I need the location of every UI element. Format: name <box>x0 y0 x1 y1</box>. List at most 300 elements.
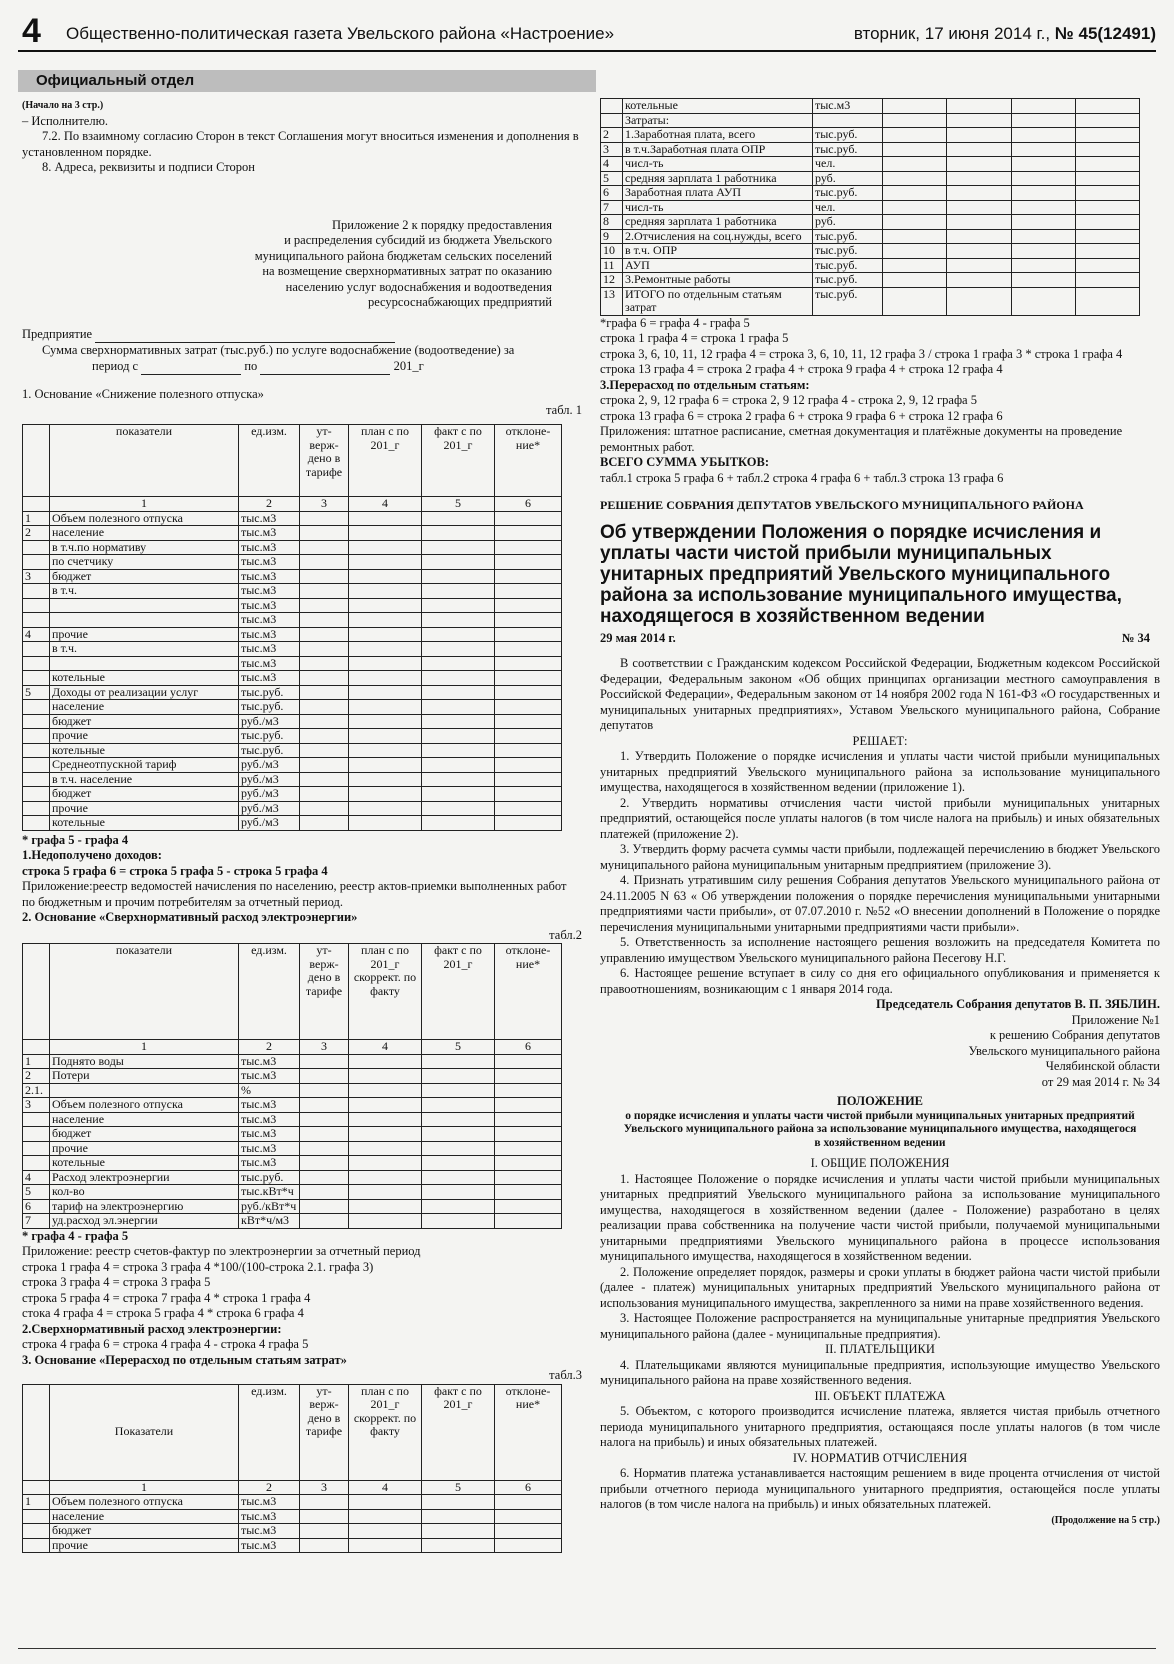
row-unit: руб./м3 <box>239 816 300 831</box>
row-unit: тыс.руб. <box>239 743 300 758</box>
value-cell <box>883 287 947 315</box>
value-cell <box>422 1156 495 1171</box>
value-cell <box>349 1156 422 1171</box>
value-cell <box>495 627 562 642</box>
row-number: 1 <box>23 511 50 526</box>
value-cell <box>422 787 495 802</box>
value-cell <box>495 598 562 613</box>
t3-notes <box>600 316 1160 487</box>
table-row <box>23 1054 562 1069</box>
value-cell <box>422 540 495 555</box>
col-header: ут-верж-дено в тарифе <box>300 1384 349 1480</box>
value-cell <box>300 758 349 773</box>
continued-on: (Продолжение на 5 стр.) <box>1051 1514 1160 1526</box>
row-label <box>50 613 239 628</box>
col-number: 3 <box>300 1040 349 1055</box>
row-number: 8 <box>601 215 623 230</box>
table-header-row <box>23 1384 562 1480</box>
value-cell <box>300 656 349 671</box>
row-unit: кВт*ч/м3 <box>239 1214 300 1229</box>
row-label: Объем полезного отпуска <box>50 511 239 526</box>
value-cell <box>349 584 422 599</box>
value-cell <box>349 1083 422 1098</box>
value-cell <box>422 1170 495 1185</box>
decision-item: 2. Утвердить нормативы отчисления части чистой прибыли муниципальных унитарных предприятий, остающейся после уплаты налогов (в том числе налога на прибыль) и иных обязательных платежей (приложение 2). <box>600 795 1160 841</box>
value-cell <box>300 772 349 787</box>
row-label: АУП <box>623 258 813 273</box>
row-unit: тыс.м3 <box>239 511 300 526</box>
value-cell <box>1011 229 1075 244</box>
value-cell <box>947 113 1011 128</box>
value-cell <box>422 714 495 729</box>
value-cell <box>300 598 349 613</box>
value-cell <box>349 1141 422 1156</box>
value-cell <box>349 772 422 787</box>
row-label: кол-во <box>50 1185 239 1200</box>
table-row <box>23 1098 562 1113</box>
section-heading: III. ОБЪЕКТ ПЛАТЕЖА <box>814 1388 946 1403</box>
row-unit: тыс.м3 <box>239 1054 300 1069</box>
col-number: 3 <box>300 497 349 512</box>
row-label: 1.Заработная плата, всего <box>623 128 813 143</box>
value-cell <box>300 1509 349 1524</box>
value-cell <box>349 801 422 816</box>
row-number: 12 <box>601 273 623 288</box>
row-label: население <box>50 700 239 715</box>
sum-line: Сумма сверхнормативных затрат (тыс.руб.) по услуге водоснабжение (водоотведение) за <box>42 343 515 357</box>
value-cell <box>300 642 349 657</box>
table-row <box>601 215 1140 230</box>
col-number: 5 <box>422 1480 495 1495</box>
table-row <box>23 801 562 816</box>
table-row <box>23 671 562 686</box>
issue-date: вторник, 17 июня 2014 г., <box>853 24 1051 43</box>
period-label: период с <box>92 358 139 373</box>
value-cell <box>349 729 422 744</box>
table-body <box>23 511 562 830</box>
po-label: по <box>244 358 258 373</box>
table-row <box>23 1185 562 1200</box>
note-line: строка 5 графа 6 = строка 5 графа 5 - строка 5 графа 4 <box>22 863 328 878</box>
row-label <box>50 1083 239 1098</box>
value-cell <box>883 215 947 230</box>
value-cell <box>1011 244 1075 259</box>
row-number: 7 <box>601 200 623 215</box>
col-header: ут-верж-дено в тарифе <box>300 425 349 497</box>
col-header: ед.изм. <box>239 425 300 497</box>
row-unit: тыс.м3 <box>239 642 300 657</box>
col-number: 2 <box>239 497 300 512</box>
row-label: Потери <box>50 1069 239 1084</box>
value-cell <box>422 700 495 715</box>
table-row <box>23 816 562 831</box>
col-number: 5 <box>422 497 495 512</box>
row-unit: тыс.м3 <box>239 627 300 642</box>
row-unit: тыс.м3 <box>239 1538 300 1553</box>
t1-notes <box>22 833 582 926</box>
value-cell <box>495 772 562 787</box>
value-cell <box>300 1214 349 1229</box>
value-cell <box>300 743 349 758</box>
section-banner: Официальный отдел <box>18 70 596 92</box>
value-cell <box>349 714 422 729</box>
col-number: 6 <box>495 1480 562 1495</box>
value-cell <box>349 1495 422 1510</box>
fill-line <box>141 359 241 376</box>
table-row <box>23 787 562 802</box>
row-number <box>23 540 50 555</box>
col-number: 6 <box>495 1040 562 1055</box>
value-cell <box>422 1185 495 1200</box>
note-line: табл.1 строка 5 графа 6 + табл.2 строка 4 графа 6 + табл.3 строка 13 графа 6 <box>600 470 1004 485</box>
row-unit: тыс.кВт*ч <box>239 1185 300 1200</box>
note-line: ВСЕГО СУММА УБЫТКОВ: <box>600 455 770 469</box>
value-cell <box>422 1127 495 1142</box>
col-header: ут-верж-дено в тарифе <box>300 944 349 1040</box>
row-unit: тыс.руб. <box>813 229 883 244</box>
note-line: Приложение: реестр счетов-фактур по электроэнергии за отчетный период <box>22 1244 421 1258</box>
row-unit: тыс.м3 <box>239 1156 300 1171</box>
row-label: Затраты: <box>623 113 813 128</box>
value-cell <box>495 1141 562 1156</box>
row-label: средняя зарплата 1 работника <box>623 171 813 186</box>
value-cell <box>1011 258 1075 273</box>
value-cell <box>883 99 947 114</box>
row-unit: тыс.м3 <box>239 671 300 686</box>
decision-number: № 34 <box>1121 630 1150 645</box>
row-unit: чел. <box>813 157 883 172</box>
value-cell <box>495 1098 562 1113</box>
note-line: 2.Сверхнормативный расход электроэнергии: <box>22 1321 282 1336</box>
value-cell <box>947 287 1011 315</box>
value-cell <box>349 627 422 642</box>
value-cell <box>1075 200 1139 215</box>
row-number: 5 <box>23 1185 50 1200</box>
col-number: 1 <box>50 1040 239 1055</box>
row-label: прочие <box>50 729 239 744</box>
table-body <box>601 99 1140 316</box>
value-cell <box>1075 244 1139 259</box>
value-cell <box>349 642 422 657</box>
row-number: 6 <box>23 1199 50 1214</box>
value-cell <box>300 1127 349 1142</box>
value-cell <box>349 1069 422 1084</box>
table-row <box>601 186 1140 201</box>
signature: Председатель Собрания депутатов В. П. ЗЯБЛИН. <box>875 997 1160 1011</box>
value-cell <box>422 598 495 613</box>
note-line: строка 13 графа 4 = строка 2 графа 4 + строка 9 графа 4 + строка 12 графа 4 <box>600 362 1003 376</box>
value-cell <box>1075 186 1139 201</box>
row-label: котельные <box>50 816 239 831</box>
value-cell <box>422 627 495 642</box>
row-number <box>23 743 50 758</box>
row-unit: тыс.м3 <box>239 1524 300 1539</box>
note-line: *графа 6 = графа 4 - графа 5 <box>600 315 750 330</box>
row-number: 1 <box>23 1495 50 1510</box>
value-cell <box>495 816 562 831</box>
regulation-paragraph: 5. Объектом, с которого производится исчисление платежа, является чистая прибыль отчетного периода муниципального унитарного предприятия, остающаяся после уплаты налогов (в том числе налога на прибыль) и иных обязательных платежей. <box>600 1404 1160 1449</box>
value-cell <box>495 1509 562 1524</box>
row-number: 3 <box>601 142 623 157</box>
value-cell <box>495 1199 562 1214</box>
value-cell <box>1075 113 1139 128</box>
row-label: в т.ч.по нормативу <box>50 540 239 555</box>
page-footer-rule <box>18 1648 1156 1649</box>
appendix-line: и распределения субсидий из бюджета Увельского <box>284 233 552 247</box>
value-cell <box>495 801 562 816</box>
row-label: в т.ч. <box>50 642 239 657</box>
table-row <box>23 772 562 787</box>
note-line: стока 4 графа 4 = строка 5 графа 4 * строка 6 графа 4 <box>22 1306 304 1320</box>
row-label: средняя зарплата 1 работника <box>623 215 813 230</box>
note-line: строка 1 графа 4 = строка 3 графа 4 *100/(100-строка 2.1. графа 3) <box>22 1259 374 1274</box>
col-number: 4 <box>349 1480 422 1495</box>
table-2 <box>22 943 562 1229</box>
col-number: 4 <box>349 497 422 512</box>
value-cell <box>1011 171 1075 186</box>
row-label: 3.Ремонтные работы <box>623 273 813 288</box>
value-cell <box>349 816 422 831</box>
value-cell <box>349 685 422 700</box>
newspaper-title: Общественно-политическая газета Увельского района «Настроение» <box>66 24 615 43</box>
table-row <box>601 229 1140 244</box>
row-label: в т.ч. население <box>50 772 239 787</box>
row-number <box>23 1127 50 1142</box>
row-unit: руб. <box>813 215 883 230</box>
row-unit: тыс.м3 <box>239 613 300 628</box>
value-cell <box>947 215 1011 230</box>
note-line: * графа 4 - графа 5 <box>22 1228 129 1243</box>
row-unit: тыс.руб. <box>813 273 883 288</box>
period-line <box>92 359 582 376</box>
row-unit: тыс.руб. <box>813 128 883 143</box>
regulation-paragraph: 4. Плательщиками являются муниципальные предприятия, использующие имущество Увельского муниципального района на праве хозяйственного ведения. <box>600 1357 1160 1387</box>
page-header <box>18 12 1156 52</box>
col-number: 1 <box>50 497 239 512</box>
value-cell <box>1075 287 1139 315</box>
table-row <box>23 584 562 599</box>
appendix-line: Увельского муниципального района <box>968 1043 1160 1058</box>
appendix-line: Челябинской области <box>1045 1059 1160 1073</box>
right-column <box>600 98 1160 1528</box>
row-number <box>23 584 50 599</box>
value-cell <box>422 685 495 700</box>
value-cell <box>947 99 1011 114</box>
value-cell <box>1075 215 1139 230</box>
value-cell <box>300 729 349 744</box>
row-label: бюджет <box>50 1127 239 1142</box>
col-header: план с по 201_г скоррект. по факту <box>349 1384 422 1480</box>
value-cell <box>300 1098 349 1113</box>
value-cell <box>422 1083 495 1098</box>
value-cell <box>422 584 495 599</box>
col-header: отклоне-ние* <box>495 944 562 1040</box>
value-cell <box>1011 128 1075 143</box>
regulation-paragraph: 6. Норматив платежа устанавливается настоящим решением в виде процента отчисления от чистой прибыли отчетного периода муниципального унитарного предприятия, остающейся после уплаты налогов (в том числе налога на прибыль) и иных обязательных платежей. <box>600 1466 1160 1511</box>
row-label: бюджет <box>50 569 239 584</box>
row-label: Среднеотпускной тариф <box>50 758 239 773</box>
row-number <box>601 99 623 114</box>
note-line: 3. Основание «Перерасход по отдельным статьям затрат» <box>22 1352 347 1367</box>
table-row <box>23 1214 562 1229</box>
table-row <box>23 598 562 613</box>
row-label: прочие <box>50 627 239 642</box>
value-cell <box>349 511 422 526</box>
appendix-1-caption <box>600 1013 1160 1091</box>
value-cell <box>422 671 495 686</box>
table-row <box>23 1141 562 1156</box>
row-number: 1 <box>23 1054 50 1069</box>
col-header: план с по 201_г скоррект. по факту <box>349 944 422 1040</box>
t1-basis: 1. Основание «Снижение полезного отпуска» <box>22 387 264 401</box>
value-cell <box>349 1170 422 1185</box>
value-cell <box>300 1495 349 1510</box>
table-row <box>23 1112 562 1127</box>
value-cell <box>422 1112 495 1127</box>
value-cell <box>422 1495 495 1510</box>
row-unit: тыс.руб. <box>239 700 300 715</box>
value-cell <box>495 1214 562 1229</box>
value-cell <box>300 1112 349 1127</box>
decision-title: Об утверждении Положения о порядке исчисления и уплаты части чистой прибыли муниципальных унитарных предприятий Увельского муниципального района за использование муниципального имущества, находящегося в хозяйственном ведении <box>600 521 1122 627</box>
value-cell <box>422 772 495 787</box>
row-label: в т.ч. <box>50 584 239 599</box>
value-cell <box>349 1509 422 1524</box>
row-number: 5 <box>23 685 50 700</box>
table-row <box>23 1170 562 1185</box>
fill-line <box>260 359 390 376</box>
value-cell <box>349 671 422 686</box>
appendix-line: от 29 мая 2014 г. № 34 <box>1041 1074 1160 1089</box>
appendix-line: на возмещение сверхнормативных затрат по оказанию <box>262 264 552 278</box>
value-cell <box>300 613 349 628</box>
value-cell <box>1011 200 1075 215</box>
row-number: 4 <box>23 627 50 642</box>
row-number <box>23 801 50 816</box>
table-row <box>23 656 562 671</box>
value-cell <box>947 157 1011 172</box>
row-unit: тыс.м3 <box>239 1141 300 1156</box>
row-unit: тыс.м3 <box>239 569 300 584</box>
col-header: отклоне-ние* <box>495 425 562 497</box>
row-label: котельные <box>50 743 239 758</box>
issue-info <box>854 24 1156 44</box>
row-unit: тыс.м3 <box>239 1509 300 1524</box>
t2-label: табл.2 <box>549 927 582 942</box>
row-label: Объем полезного отпуска <box>50 1495 239 1510</box>
note-line: Приложение:реестр ведомостей начисления по населению, реестр актов-приемки выполненных работ <box>22 879 567 893</box>
intro-line: 7.2. По взаимному согласию Сторон в текст Соглашения могут вноситься изменения и дополнения в установленном порядке. <box>22 129 579 159</box>
value-cell <box>1075 258 1139 273</box>
row-number: 2.1. <box>23 1083 50 1098</box>
decision-date-row <box>600 631 1160 647</box>
value-cell <box>300 714 349 729</box>
value-cell <box>349 540 422 555</box>
value-cell <box>495 1112 562 1127</box>
value-cell <box>349 1538 422 1553</box>
row-number <box>23 656 50 671</box>
table-row <box>23 1509 562 1524</box>
value-cell <box>300 700 349 715</box>
value-cell <box>349 1127 422 1142</box>
value-cell <box>947 186 1011 201</box>
row-number <box>23 1509 50 1524</box>
value-cell <box>495 714 562 729</box>
value-cell <box>300 1185 349 1200</box>
table-row <box>23 627 562 642</box>
row-label <box>50 656 239 671</box>
value-cell <box>300 685 349 700</box>
section-heading: I. ОБЩИЕ ПОЛОЖЕНИЯ <box>810 1156 950 1170</box>
row-number: 9 <box>601 229 623 244</box>
appendix-line: к решению Собрания депутатов <box>989 1028 1160 1042</box>
row-number <box>23 598 50 613</box>
value-cell <box>300 584 349 599</box>
intro-line: 8. Адреса, реквизиты и подписи Сторон <box>42 160 255 174</box>
row-number <box>23 758 50 773</box>
value-cell <box>349 598 422 613</box>
col-header: факт с по 201_г <box>422 425 495 497</box>
row-unit: руб./м3 <box>239 714 300 729</box>
row-unit: тыс.м3 <box>239 656 300 671</box>
value-cell <box>495 511 562 526</box>
row-label: ИТОГО по отдельным статьям затрат <box>623 287 813 315</box>
row-unit: руб. <box>813 171 883 186</box>
table-row <box>23 685 562 700</box>
decision-item: 6. Настоящее решение вступает в силу со дня его официального опубликования и применяется к правоотношениям, возникающим с 1 января 2014 года. <box>600 966 1160 996</box>
value-cell <box>422 511 495 526</box>
appendix-line: Приложение №1 <box>1071 1012 1160 1027</box>
value-cell <box>883 128 947 143</box>
value-cell <box>947 200 1011 215</box>
value-cell <box>947 229 1011 244</box>
row-unit: руб./кВт*ч <box>239 1199 300 1214</box>
value-cell <box>300 1538 349 1553</box>
table-3-continued <box>600 98 1140 316</box>
regulation-title: ПОЛОЖЕНИЕ <box>836 1094 924 1108</box>
value-cell <box>349 613 422 628</box>
table-3 <box>22 1384 562 1554</box>
value-cell <box>422 569 495 584</box>
col-number: 4 <box>349 1040 422 1055</box>
section-heading: IV. НОРМАТИВ ОТЧИСЛЕНИЯ <box>792 1450 968 1465</box>
value-cell <box>1075 157 1139 172</box>
row-unit: руб./м3 <box>239 787 300 802</box>
value-cell <box>495 656 562 671</box>
row-number <box>23 729 50 744</box>
row-label: тариф на электроэнергию <box>50 1199 239 1214</box>
row-label: по счетчику <box>50 555 239 570</box>
table-row <box>23 526 562 541</box>
row-number <box>23 1112 50 1127</box>
value-cell <box>495 1538 562 1553</box>
value-cell <box>300 1524 349 1539</box>
value-cell <box>1011 142 1075 157</box>
row-number: 3 <box>23 1098 50 1113</box>
appendix-2-caption <box>212 218 552 311</box>
page-number: 4 <box>22 12 41 50</box>
fill-line <box>95 327 395 344</box>
col-number: 6 <box>495 497 562 512</box>
row-label: котельные <box>50 671 239 686</box>
value-cell <box>300 627 349 642</box>
value-cell <box>883 186 947 201</box>
value-cell <box>300 511 349 526</box>
decision-resolves: РЕШАЕТ: <box>852 733 908 748</box>
table-row <box>601 258 1140 273</box>
value-cell <box>300 1170 349 1185</box>
col-number: 1 <box>50 1480 239 1495</box>
